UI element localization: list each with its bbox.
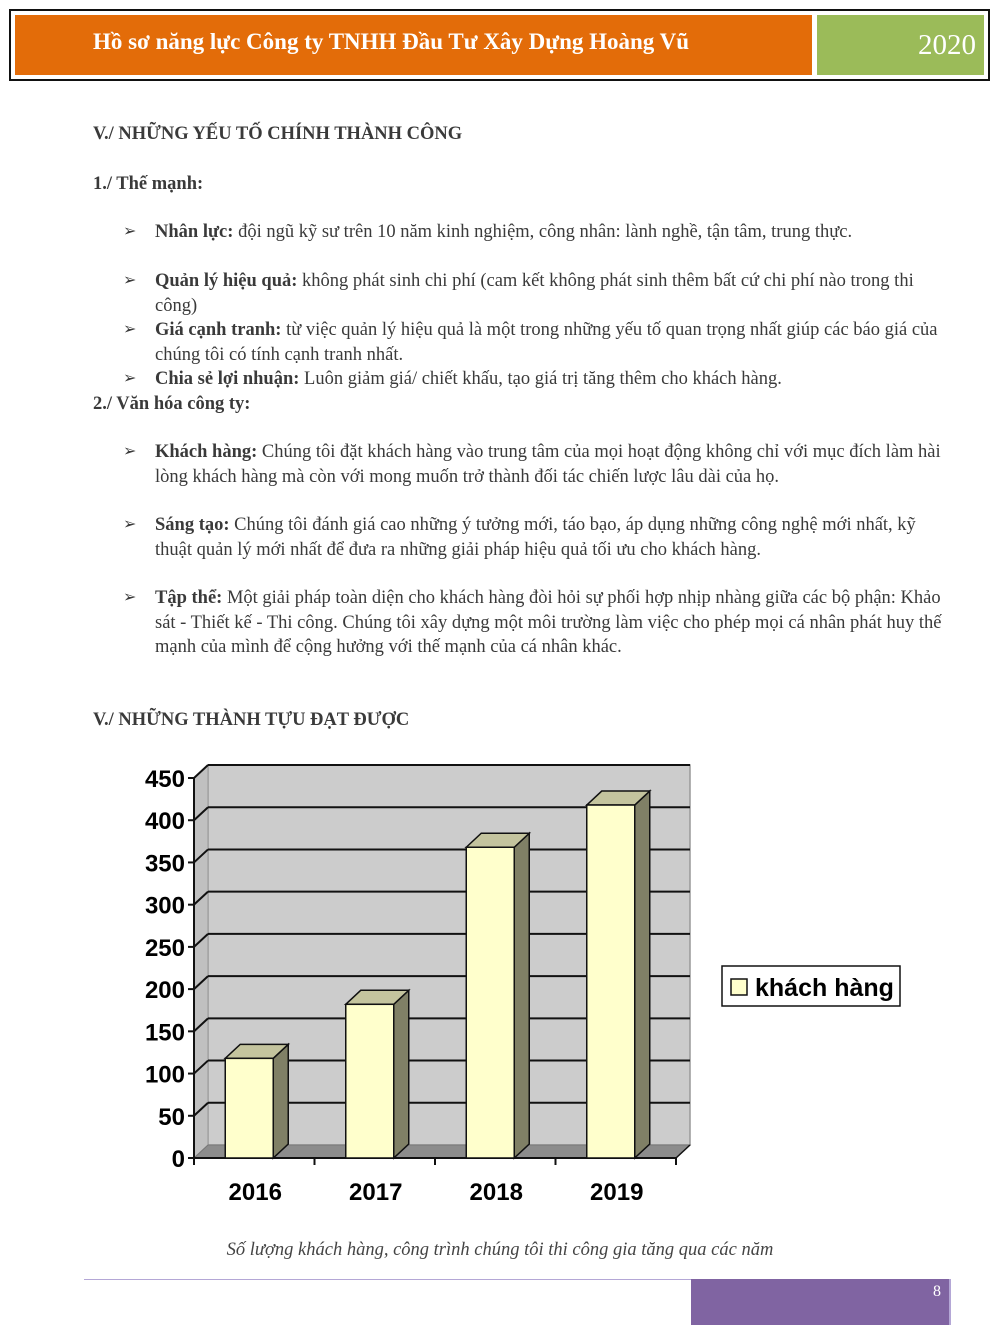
- item-text: Chúng tôi đánh giá cao những ý tưởng mới, táo bạo, áp dụng những công nghệ mới nhất, kỹ thuật quản lý mới nhất để đưa ra những giải pháp hiệu quả tối ưu cho khách hàng.: [155, 515, 916, 560]
- bar-2019: [587, 805, 635, 1158]
- x-tick-label: 2016: [228, 1179, 282, 1206]
- arrow-bullet-icon: ➢: [123, 370, 137, 387]
- section-heading-achievements: V./ NHỮNG THÀNH TỰU ĐẠT ĐƯỢC: [93, 710, 410, 730]
- y-tick-label: 0: [171, 1146, 185, 1173]
- item-text: Một giải pháp toàn diện cho khách hàng đòi hỏi sự phối hợp nhịp nhàng giữa các bộ phận: Khảo sát - Thiết kế - Thi công. Chúng tôi xây dựng một môi trường làm việc cho phép mọi cá nhân phát huy thế mạnh của mình để cộng hưởng với thế mạnh của cá nhân khác.: [155, 588, 942, 657]
- subheading-strengths: 1./ Thế mạnh:: [93, 174, 204, 194]
- bar-side: [635, 791, 650, 1158]
- y-tick-label: 300: [144, 892, 185, 920]
- legend-swatch: [731, 979, 747, 995]
- item-label: Tập thể:: [155, 588, 223, 608]
- footer-rule: [84, 1279, 694, 1280]
- bar-side: [514, 833, 529, 1158]
- bar-2017: [346, 1004, 394, 1158]
- y-tick-label: 400: [144, 808, 185, 836]
- page-number: 8: [933, 1283, 941, 1300]
- bar-side: [273, 1044, 288, 1158]
- arrow-bullet-icon: ➢: [123, 443, 137, 460]
- y-tick-label: 250: [144, 934, 185, 962]
- item-text: không phát sinh chi phí (cam kết không phát sinh thêm bất cứ chi phí nào trong thi công): [155, 271, 914, 316]
- item-label: Khách hàng:: [155, 442, 258, 462]
- header-title: Hồ sơ năng lực Công ty TNHH Đầu Tư Xây Dựng Hoàng Vũ: [15, 15, 812, 75]
- bar-2016: [225, 1058, 273, 1158]
- y-tick-label: 450: [144, 766, 185, 793]
- item-label: Sáng tạo:: [155, 515, 230, 535]
- arrow-bullet-icon: ➢: [123, 589, 137, 606]
- item-text: Chúng tôi đặt khách hàng vào trung tâm của mọi hoạt động không chỉ với mục đích làm hài lòng khách hàng mà còn với mong muốn trở thành đối tác chiến lược lâu dài của họ.: [155, 442, 941, 487]
- bar-2018: [466, 847, 514, 1158]
- item-text: đội ngũ kỹ sư trên 10 năm kinh nghiệm, công nhân: lành nghề, tận tâm, trung thực.: [233, 222, 853, 242]
- arrow-bullet-icon: ➢: [123, 321, 137, 338]
- chart-side-wall: [194, 765, 208, 1158]
- y-tick-label: 200: [144, 977, 185, 1005]
- y-tick-label: 350: [144, 850, 185, 878]
- chart-caption: Số lượng khách hàng, công trình chúng tôi thi công gia tăng qua các năm: [226, 1240, 774, 1260]
- item-label: Giá cạnh tranh:: [155, 320, 282, 340]
- item-label: Quản lý hiệu quả:: [155, 271, 298, 291]
- item-label: Chia sẻ lợi nhuận:: [155, 369, 300, 389]
- arrow-bullet-icon: ➢: [123, 516, 137, 533]
- legend-label: khách hàng: [755, 974, 894, 1002]
- x-tick-label: 2018: [469, 1179, 523, 1206]
- bar-side: [394, 990, 409, 1158]
- footer-box-edge: [949, 1279, 951, 1325]
- y-tick-label: 100: [144, 1061, 185, 1089]
- item-text: từ việc quản lý hiệu quả là một trong những yếu tố quan trọng nhất giúp các báo giá của chúng tôi có tính cạnh tranh nhất.: [155, 320, 938, 365]
- header-year: 2020: [817, 15, 984, 75]
- x-tick-label: 2019: [590, 1179, 644, 1206]
- item-label: Nhân lực:: [155, 222, 234, 242]
- y-tick-label: 50: [158, 1103, 185, 1131]
- item-text: Luôn giảm giá/ chiết khấu, tạo giá trị tăng thêm cho khách hàng.: [299, 369, 782, 389]
- arrow-bullet-icon: ➢: [123, 223, 137, 240]
- subheading-culture: 2./ Văn hóa công ty:: [93, 394, 251, 414]
- section-heading-success: V./ NHỮNG YẾU TỐ CHÍNH THÀNH CÔNG: [93, 124, 463, 144]
- x-tick-label: 2017: [349, 1179, 403, 1206]
- arrow-bullet-icon: ➢: [123, 272, 137, 289]
- y-tick-label: 150: [144, 1019, 185, 1047]
- footer-page-box: [691, 1279, 951, 1325]
